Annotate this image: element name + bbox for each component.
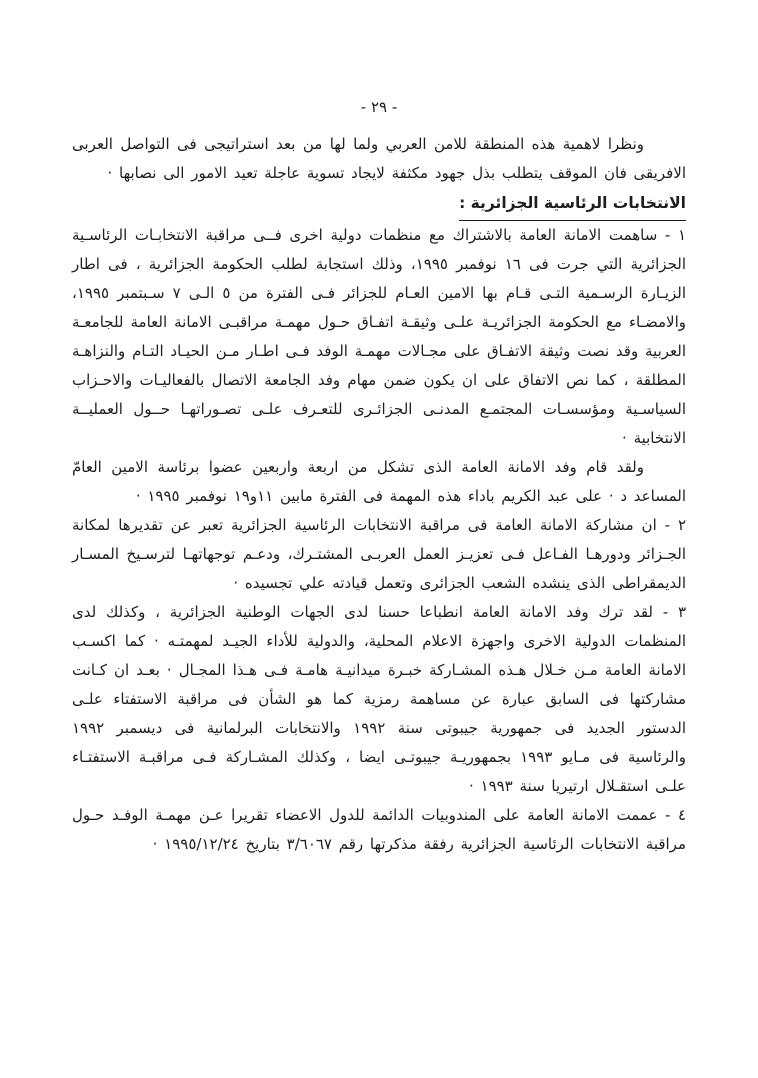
intro-paragraph: ونظرا لاهمية هذه المنطقة للامن العربي ولما لها من بعد استراتيجى فى التواصل العربى الافريقى فان الموقف يتطلب بذل جهود مكثفة لايجاد تسوية عاجلة تعيد الامور الى نصابها · <box>72 135 686 182</box>
paragraph-item-1: ١ - ساهمت الامانة العامة بالاشتراك مع منظمات دولية اخرى فــى مراقبة الانتخابـات الرئاسـية الجزائرية التي جرت فى ١٦ نوفمبر ١٩٩٥، وذلك استجابة لطلب الحكومة الجزائرية ، فى اطار الزيـارة الرسـمية التـى قـام بها الامين العـام للجزائر فـى الفترة من ٥ الـى ٧ سـبتمبر ١٩٩٥، والامضـاء مع الحكومة الجزائريـة علـى وثيقـة اتفـاق حـول مهمـة مراقبـى الامانة العامة للجامعـة العربية وقد نصت وثيقة الاتفـاق على مجـالات مهمـة الوفد فـى اطـار مـن الحيـاد التـام والنزاهـة المطلقة ، كما نص الاتفاق على ان يكون ضمن مهام وفد الجامعة الاتصال بالفعاليـات والاحـزاب السياسـية ومؤسسـات المجتمـع المدنـى الجزائـرى للتعـرف علـى تصـوراتهـا حــول العمليــة الانتخابية · <box>72 226 687 447</box>
page-number: - ٢٩ - <box>360 98 398 116</box>
section-heading: الانتخابات الرئاسية الجزائرية : <box>459 189 686 221</box>
paragraph-item-2: ٢ - ان مشاركة الامانة العامة فى مراقبة الانتخابات الرئاسية الجزائرية تعبر عن تقديرها لمكانة الجـزائر ودورهـا الفـاعل فـى تعزيـز العمل العربـى المشتـرك، ودعـم توجهاتهـا لترسـيخ المسـار الديمقراطى الذى ينشده الشعب الجزائرى وتعمل قيادته علي تجسيده · <box>72 516 686 592</box>
paragraph-item-4: ٤ - عممت الامانة العامة على المندوبيات الدائمة للدول الاعضاء تقريرا عـن مهمـة الوفـد حـول مراقبة الانتخابات الرئاسية الجزائرية رفقة مذكرتها رقم ٣/٦٠٦٧ بتاريخ ١٩٩٥/١٢/٢٤ · <box>72 806 686 853</box>
paragraph-item-3: ٣ - لقد ترك وفد الامانة العامة انطباعا حسنا لدى الجهات الوطنية الجزائرية ، وكذلك لدى المنظمات الدولية الاخرى واجهزة الاعلام المحلية، والدولية للأداء الجيـد لمهمتـه · كما اكسـب الامانة العامة مـن خـلال هـذه المشـاركة خبـرة ميدانيـة هامـة فـى هـذا المجـال · بعـد ان كـانت مشاركتها فى السابق عبارة عن مساهمة رمزية كما هو الشأن فى مراقبة الاستفتاء علـى الدستور الجديد فى جمهورية جيبوتى سنة ١٩٩٢ والانتخابات البرلمانية فى ديسمبر ١٩٩٢ والرئاسية فى مـايو ١٩٩٣ بجمهوريـة جيبوتـى ايضا ، وكذلك المشـاركة فـى مراقبـة الاستفتـاء علـى استقـلال ارتيريا سنة ١٩٩٣ · <box>72 603 687 795</box>
section-heading-line <box>72 188 686 221</box>
page-content <box>72 98 686 859</box>
paragraph-delegation: ولقد قام وفد الامانة العامة الذى تشكل من اربعة واربعين عضوا برئاسة الامين العامّ المساعد د · على عبد الكريم باداء هذه المهمة فى الفترة مابين ١١و١٩ نوفمبر ١٩٩٥ · <box>72 458 686 505</box>
